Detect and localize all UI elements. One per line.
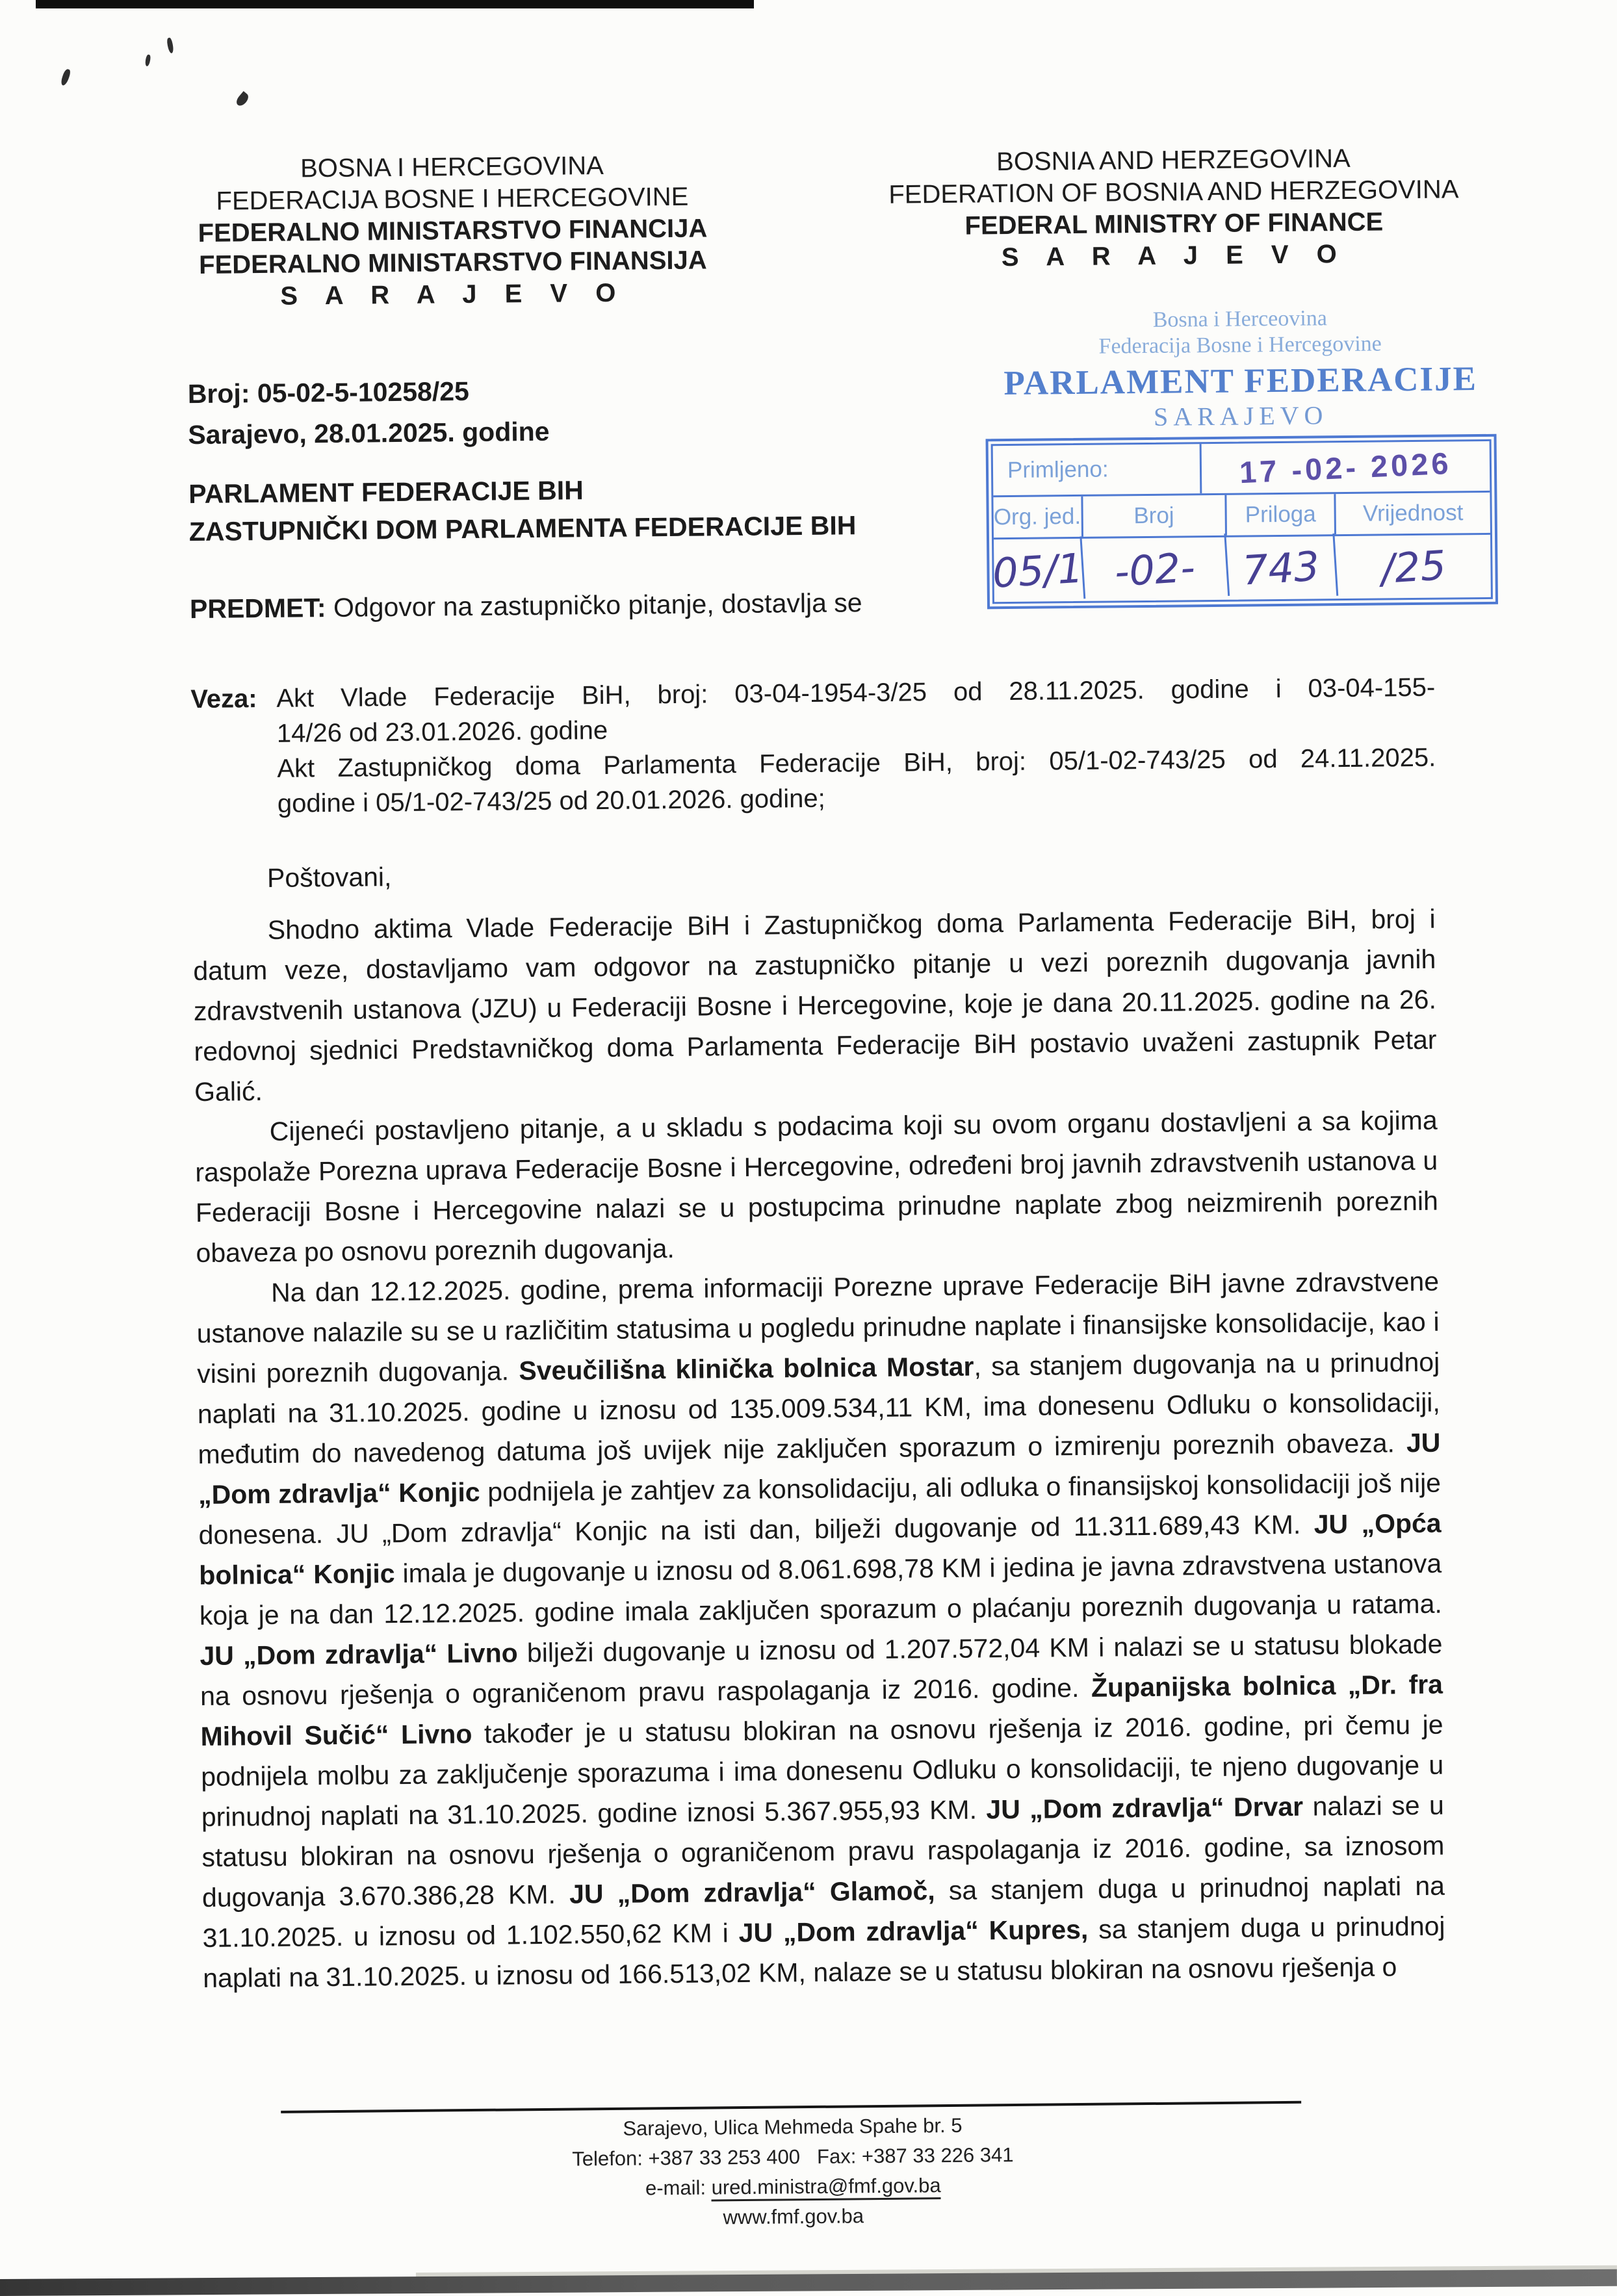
stamp-title: PARLAMENT FEDERACIJE bbox=[1003, 360, 1478, 403]
stamp-received-row bbox=[993, 441, 1490, 497]
footer-website: www.fmf.gov.ba bbox=[723, 2204, 864, 2229]
footer-telefon: Telefon: +387 33 253 400 bbox=[572, 2145, 801, 2171]
stamp-value-broj: -02- bbox=[1081, 534, 1229, 605]
letterhead-right bbox=[819, 141, 1529, 275]
footer-block bbox=[282, 2108, 1304, 2237]
recipient-line1: PARLAMENT FEDERACIJE BIH bbox=[188, 475, 584, 510]
body-paragraph: Na dan 12.12.2025. godine, prema informaciji Porezne uprave Federacije BiH javne zdravstvene ustanove nalazile su se u različitim statusima u pogledu prinudne naplate i finansijske konsolidacije, kao i visini poreznih dugovanja. Sveučilišna klinička bolnica Mostar, sa stanjem dugovanja na u prinudnoj naplati na 31.10.2025. godine u iznosu od 135.009.534,11 KM, ima donesenu Odluku o konsolidaciji, međutim do navedenog datuma još uvijek nije zaključen sporazum o izmirenju poreznih obaveza. JU „Dom zdravlja“ Konjic podnijela je zahtjev za konsolidaciju, ali odluka o finansijskoj konsolidaciji još nije donesena. JU „Dom zdravlja“ Konjic na isti dan, bilježi dugovanje od 11.311.689,43 KM. JU „Opća bolnica“ Konjic imala je dugovanje u iznosu od 8.061.698,78 KM i jedina je javna zdravstvena ustanova koja je na dan 12.12.2025. godine imala zaključen sporazum o plaćanju poreznih dugovanja u ratama. JU „Dom zdravlja“ Livno bilježi dugovanje u iznosu od 1.207.572,04 KM i nalazi se u statusu blokade na osnovu rješenja o ograničenom pravu raspolaganja iz 2016. godine. Županijska bolnica „Dr. fra Mihovil Sučić“ Livno također je u statusu blokiran na osnovu rješenja iz 2016. godine, pri čemu je podnijela molbu za zaključenje sporazuma i ima donesenu Odluku o konsolidaciji, te njeno dugovanje u prinudnoj naplati na 31.10.2025. godine iznosi 5.367.955,93 KM. JU „Dom zdravlja“ Drvar nalazi se u statusu blokiran na osnovu rješenja o ograničenom pravu raspolaganja iz 2016. godine, sa iznosom dugovanja 3.670.386,28 KM. JU „Dom zdravlja“ Glamoč, sa stanjem duga u prinudnoj naplati na 31.10.2025. u iznosu od 1.102.550,62 KM i JU „Dom zdravlja“ Kupres, sa stanjem duga u prinudnoj naplati na 31.10.2025. u iznosu od 166.513,02 KM, nalaze se u statusu blokiran na osnovu rješenja o bbox=[196, 1266, 1445, 1994]
stamp-received-date: 17 -02- 2026 bbox=[1239, 445, 1453, 489]
letterhead-right-ministry: FEDERAL MINISTRY OF FINANCE bbox=[964, 207, 1384, 240]
footer-fax: Fax: +387 33 226 341 bbox=[816, 2143, 1014, 2168]
letterhead-left-ministry-hr: FEDERALNO MINISTARSTVO FINANCIJA bbox=[198, 214, 708, 248]
subject-text: Odgovor na zastupničko pitanje, dostavlja se bbox=[326, 587, 862, 623]
stamp-value-vrijednost: /25 bbox=[1379, 541, 1448, 593]
letter-body bbox=[192, 847, 1446, 1998]
letterhead-right-country: BOSNIA AND HERZEGOVINA bbox=[996, 144, 1351, 177]
letterhead-left-city: S A R A J E V O bbox=[280, 278, 627, 311]
body-paragraph: Cijeneći postavljeno pitanje, a u skladu s podacima koji su ovom organu dostavljeni a sa kojima raspolaže Porezna uprava Federacije Bosne i Hercegovine, određeni broj javnih zdravstvenih ustanova u Federaciji Bosne i Hercegovine nalazi se u postupcima prinudne naplate zbog neizmirenih poreznih obaveza po osnovu poreznih dugovanja. bbox=[195, 1105, 1439, 1269]
parliament-received-stamp bbox=[990, 304, 1493, 604]
body-paragraph: Shodno aktima Vlade Federacije BiH i Zastupničkog doma Parlamenta Federacije BiH, broj i datum veze, dostavljamo vam odgovor na zastupničko pitanje u vezi poreznih dugovanja javnih zdravstvenih ustanova (JZU) u Federaciji Bosne i Hercegovine, koje je dana 20.11.2025. godine na 26. redovnoj sjednici Predstavničkog doma Parlamenta Federacije BiH postavio uvaženi zastupnik Petar Galić. bbox=[193, 903, 1437, 1107]
letterhead-left-country: BOSNA I HERCEGOVINA bbox=[300, 151, 604, 183]
body-paragraphs bbox=[192, 899, 1445, 1998]
stamp-received-date-cell bbox=[1202, 441, 1490, 493]
footer-email-address: ured.ministra@fmf.gov.ba bbox=[711, 2174, 940, 2201]
reference-number: Broj: 05-02-5-10258/25 bbox=[187, 376, 470, 409]
footer-email-label: e-mail: bbox=[645, 2176, 706, 2200]
stamp-header-row bbox=[993, 493, 1490, 539]
letterhead-left bbox=[156, 149, 749, 314]
footer-address: Sarajevo, Ulica Mehmeda Spahe br. 5 bbox=[623, 2113, 963, 2140]
letterhead-left-ministry-bs: FEDERALNO MINISTARSTVO FINANSIJA bbox=[198, 246, 707, 279]
letterhead-left-federation: FEDERACIJA BOSNE I HERCEGOVINE bbox=[216, 182, 689, 216]
recipient-line2: ZASTUPNIČKI DOM PARLAMENTA FEDERACIJE BIH bbox=[188, 510, 857, 547]
stamp-country: Bosna i Herceovina bbox=[1152, 306, 1328, 332]
veza-lines bbox=[190, 670, 1436, 822]
stamp-register-table bbox=[991, 439, 1493, 604]
stamp-received-label: Primljeno: bbox=[993, 444, 1202, 495]
recipient-block bbox=[188, 469, 857, 550]
veza-line: godine i 05/1-02-743/25 od 20.01.2026. godine; bbox=[277, 784, 825, 818]
veza-block bbox=[190, 670, 1436, 822]
veza-line: Akt Vlade Federacije BiH, broj: 03-04-1954-3/25 od 28.11.2025. godine i 03-04-155- bbox=[276, 673, 1436, 713]
stamp-col-vrijednost: Vrijednost bbox=[1362, 500, 1464, 526]
reference-date: Sarajevo, 28.01.2025. godine bbox=[188, 416, 550, 450]
letterhead-right-federation: FEDERATION OF BOSNIA AND HERZEGOVINA bbox=[888, 175, 1459, 209]
stamp-values-row bbox=[991, 535, 1491, 602]
veza-line: 14/26 od 23.01.2026. godine bbox=[276, 716, 608, 748]
stamp-city: SARAJEVO bbox=[1153, 400, 1328, 432]
veza-line: Akt Zastupničkog doma Parlamenta Federacije BiH, broj: 05/1-02-743/25 od 24.11.2025. bbox=[277, 743, 1436, 783]
letterhead-right-city: S A R A J E V O bbox=[1001, 239, 1347, 272]
subject-label: PREDMET: bbox=[189, 593, 326, 625]
veza-label: Veza: bbox=[190, 684, 257, 714]
stamp-value-priloga: 743 bbox=[1226, 534, 1339, 602]
stamp-value-org-jed: 05/1 bbox=[992, 536, 1085, 604]
reference-block bbox=[188, 370, 550, 456]
stamp-federation: Federacija Bosne i Hercegovine bbox=[1098, 331, 1382, 359]
stamp-col-broj: Broj bbox=[1083, 495, 1227, 537]
stamp-col-priloga: Priloga bbox=[1226, 494, 1336, 535]
salutation: Poštovani, bbox=[266, 862, 392, 893]
stamp-col-org-jed: Org. jed. bbox=[993, 497, 1083, 537]
subject-line bbox=[190, 587, 862, 625]
